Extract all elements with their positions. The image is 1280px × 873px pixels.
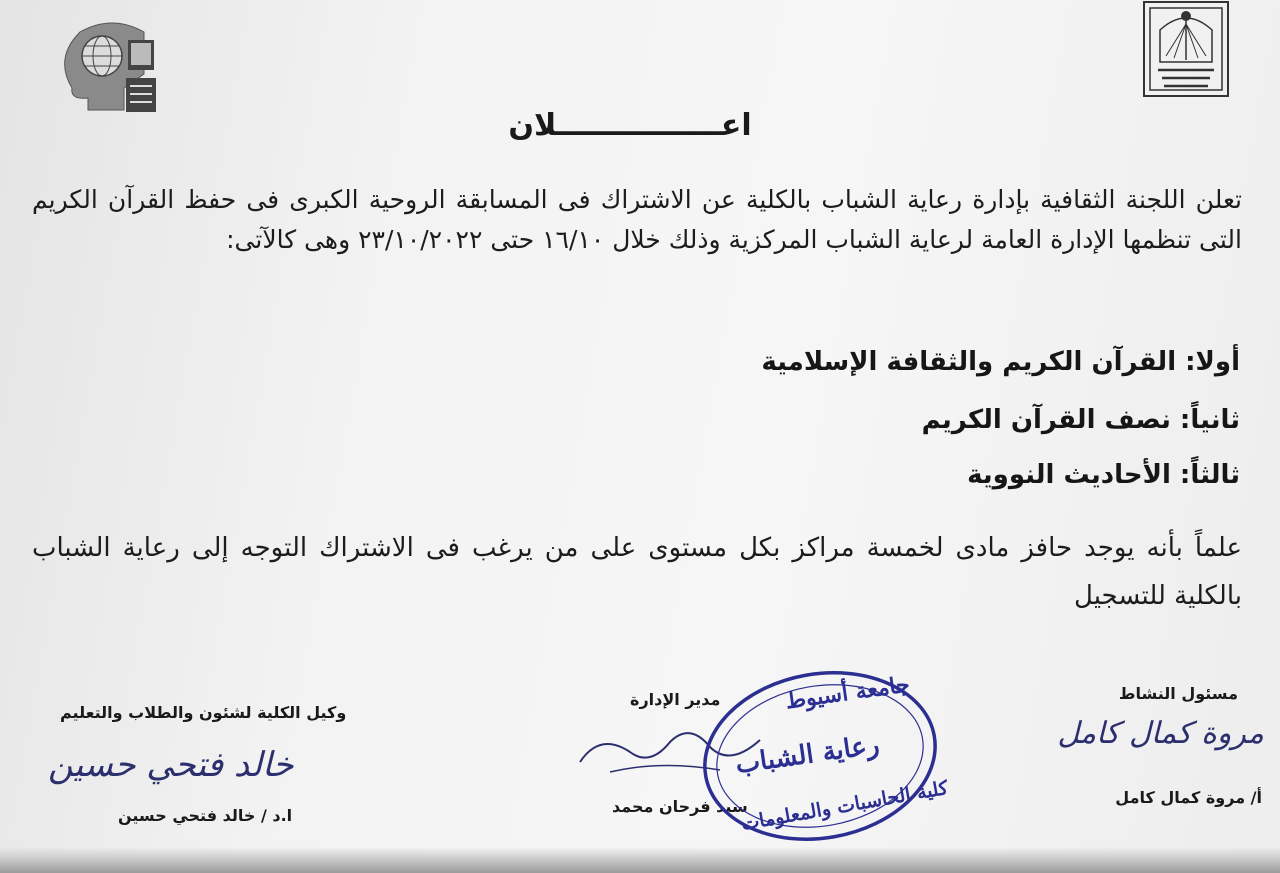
director-name: سيد فرحان محمد xyxy=(612,797,748,816)
vice-dean-signature: خالد فتحي حسين xyxy=(48,745,294,785)
announcement-title: اعــــــــــــــــلان xyxy=(508,108,752,143)
item-first: أولا: القرآن الكريم والثقافة الإسلامية xyxy=(761,347,1240,377)
stamp-university: جامعة أسيوط xyxy=(783,671,912,715)
incentive-note: علماً بأنه يوجد حافز مادى لخمسة مراكز بكل مستوى على من يرغب فى الاشتراك التوجه إلى رعاية الشباب بالكلية للتسجيل xyxy=(32,533,1242,611)
stamp-faculty: كلية الحاسبات والمعلومات xyxy=(739,776,950,836)
activity-officer-name: أ/ مروة كمال كامل xyxy=(1115,788,1262,807)
activity-officer-signature: مروة كمال كامل xyxy=(1057,716,1264,751)
assiut-university-logo xyxy=(1140,0,1232,98)
item-third: ثالثاً: الأحاديث النووية xyxy=(967,460,1240,490)
vice-dean-title: وكيل الكلية لشئون والطلاب والتعليم xyxy=(60,703,347,722)
activity-officer-title: مسئول النشاط xyxy=(1118,684,1238,703)
item-second: ثانياً: نصف القرآن الكريم xyxy=(921,405,1240,435)
director-title: مدير الإدارة xyxy=(630,690,721,709)
announcement-paragraph: تعلن اللجنة الثقافية بإدارة رعاية الشباب بالكلية عن الاشتراك فى المسابقة الروحية الكبرى فى حفظ القرآن الكريم التى تنظمها الإدارة العامة لرعاية الشباب المركزية وذلك خلال ١٦/١٠ حتى ٢٣/١٠/٢٠٢٢ وهى كالآتى: xyxy=(32,185,1242,254)
vice-dean-name: ا.د / خالد فتحي حسين xyxy=(118,806,293,825)
faculty-computers-information-logo xyxy=(52,18,162,123)
stamp-youth-care: رعاية الشباب xyxy=(733,730,882,780)
photo-bottom-edge xyxy=(0,847,1280,873)
